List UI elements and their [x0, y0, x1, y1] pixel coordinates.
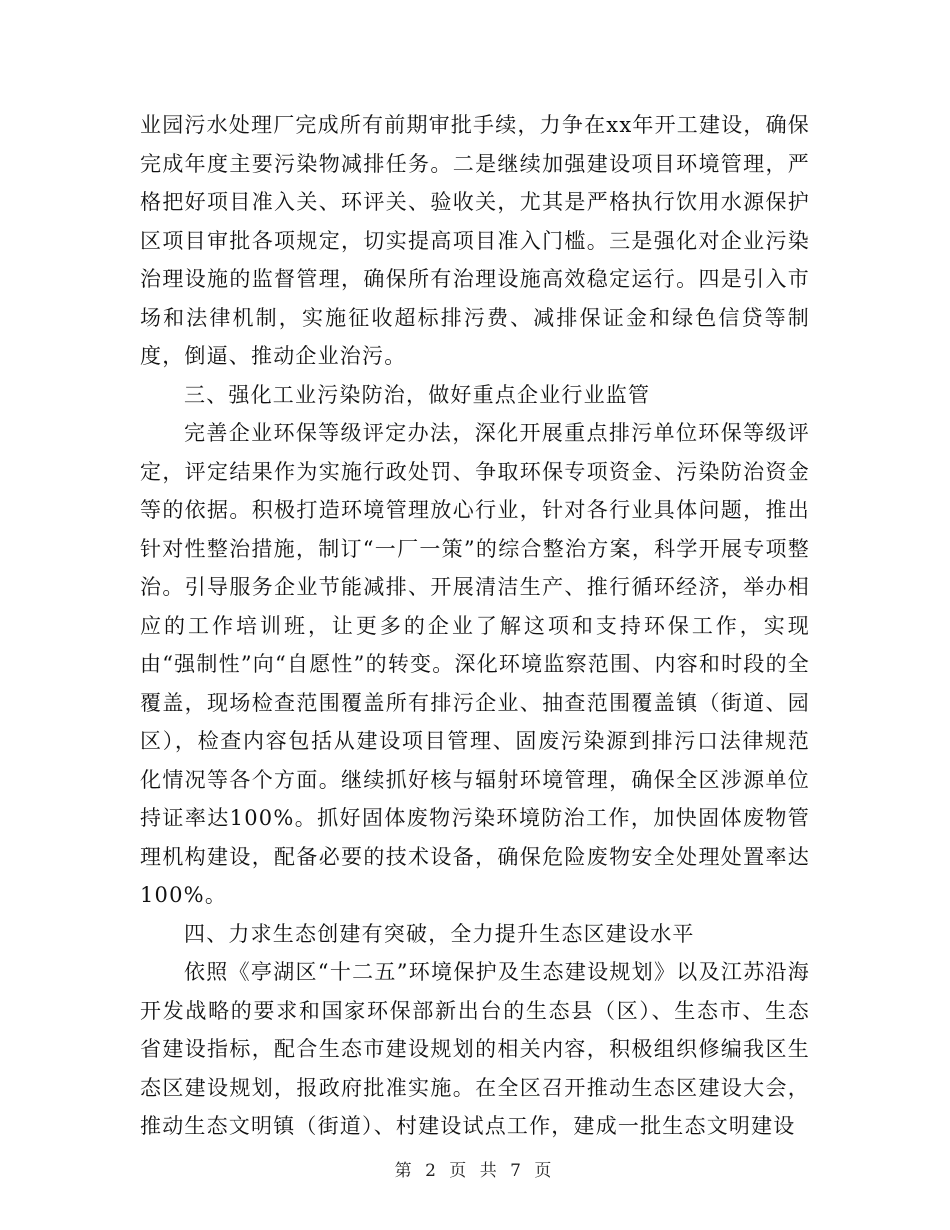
paragraph-industrial-pollution: 完善企业环保等级评定办法，深化开展重点排污单位环保等级评定，评定结果作为实施行政处罚、争取环保专项资金、污染防治资金等的依据。积极打造环境管理放心行业，针对各行业具体问题，推出针对性整治措施，制订“一厂一策”的综合整治方案，科学开展专项整治。引导服务企业节能减排、开展清洁生产、推行循环经济，举办相应的工作培训班，让更多的企业了解这项和支持环保工作，实现由“强制性”向“自愿性”的转变。深化环境监察范围、内容和时段的全覆盖，现场检查范围覆盖所有排污企业、抽查范围覆盖镇（街道、园区），检查内容包括从建设项目管理、固废污染源到排污口法律规范化情况等各个方面。继续抓好核与辐射环境管理，确保全区涉源单位持证率达100%。抓好固体废物污染环境防治工作，加快固体废物管理机构建设，配备必要的技术设备，确保危险废物安全处理处置率达100%。	[140, 421, 810, 907]
paragraph-continued-measures: 业园污水处理厂完成所有前期审批手续，力争在xx年开工建设，确保完成年度主要污染物减排任务。二是继续加强建设项目环境管理，严格把好项目准入关、环评关、验收关，尤其是严格执行饮用水源保护区项目审批各项规定，切实提高项目准入门槛。三是强化对企业污染治理设施的监督管理，确保所有治理设施高效稳定运行。四是引入市场和法律机制，实施征收超标排污费、减排保证金和绿色信贷等制度，倒逼、推动企业治污。	[140, 113, 810, 368]
paragraph-ecological-construction: 依照《亭湖区“十二五”环境保护及生态建设规划》以及江苏沿海开发战略的要求和国家环保部新出台的生态县（区）、生态市、生态省建设指标，配合生态市建设规划的相关内容，积极组织修编我区生态区建设规划，报政府批准实施。在全区召开推动生态区建设大会，推动生态文明镇（街道）、村建设试点工作，建成一批生态文明建设	[140, 960, 810, 1138]
section-heading-four: 四、力求生态创建有突破，全力提升生态区建设水平	[184, 921, 695, 946]
page-number-footer: 第 2 页 共 7 页	[394, 1161, 556, 1181]
document-body	[140, 106, 810, 1146]
section-heading-three: 三、强化工业污染防治，做好重点企业行业监管	[184, 382, 651, 407]
